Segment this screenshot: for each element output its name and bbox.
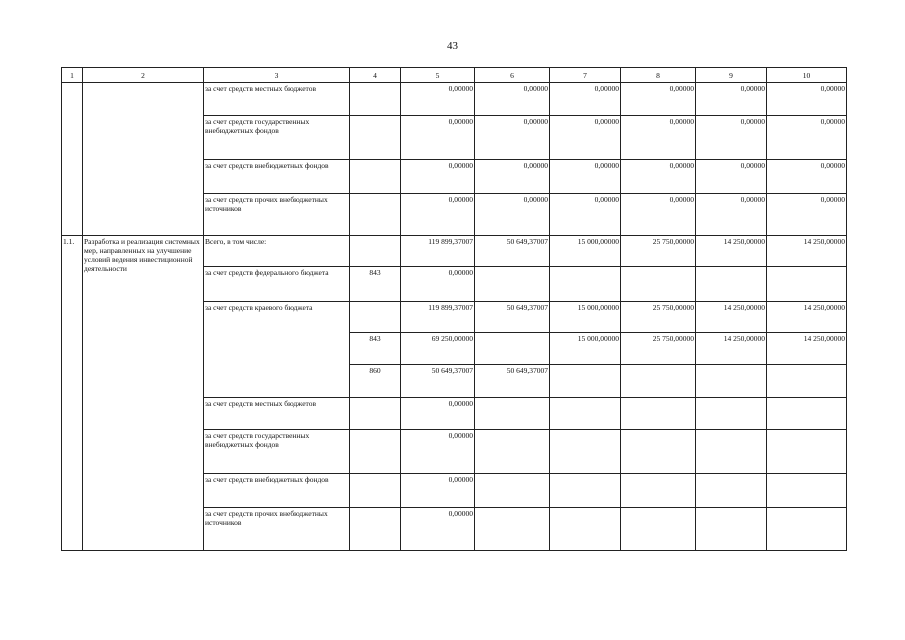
budget-code-cell — [350, 194, 401, 236]
amount-cell — [767, 508, 847, 551]
row-number-cell — [62, 83, 83, 236]
amount-cell: 14 250,00000 — [767, 236, 847, 267]
budget-code-cell: 843 — [350, 267, 401, 302]
budget-code-cell — [350, 302, 401, 333]
amount-cell: 50 649,37007 — [475, 302, 550, 333]
funding-source-label: за счет средств государственных внебюджетных фондов — [204, 430, 350, 474]
budget-code-cell — [350, 430, 401, 474]
amount-cell: 14 250,00000 — [696, 236, 767, 267]
amount-cell: 69 250,00000 — [401, 333, 475, 365]
section-title: Разработка и реализация системных мер, направленных на улучшение условий ведения инвестиционной деятельности — [83, 236, 204, 551]
funding-source-label: за счет средств государственных внебюджетных фондов — [204, 116, 350, 160]
amount-cell — [621, 365, 696, 398]
column-header: 4 — [350, 68, 401, 83]
amount-cell: 25 750,00000 — [621, 302, 696, 333]
amount-cell — [767, 474, 847, 508]
amount-cell: 0,00000 — [696, 83, 767, 116]
amount-cell: 0,00000 — [401, 430, 475, 474]
activity-name-cell — [83, 83, 204, 236]
column-header: 10 — [767, 68, 847, 83]
amount-cell: 0,00000 — [550, 83, 621, 116]
budget-code-cell: 860 — [350, 365, 401, 398]
amount-cell: 0,00000 — [767, 194, 847, 236]
funding-source-label: за счет средств прочих внебюджетных источников — [204, 194, 350, 236]
funding-source-label: за счет средств краевого бюджета — [204, 302, 350, 398]
amount-cell: 14 250,00000 — [696, 333, 767, 365]
amount-cell — [696, 508, 767, 551]
amount-cell — [696, 430, 767, 474]
funding-source-label: за счет средств внебюджетных фондов — [204, 474, 350, 508]
amount-cell: 0,00000 — [475, 194, 550, 236]
budget-code-cell — [350, 508, 401, 551]
amount-cell: 0,00000 — [401, 267, 475, 302]
column-header: 1 — [62, 68, 83, 83]
amount-cell: 14 250,00000 — [767, 302, 847, 333]
amount-cell — [621, 398, 696, 430]
budget-code-cell — [350, 398, 401, 430]
amount-cell — [621, 267, 696, 302]
column-header: 6 — [475, 68, 550, 83]
amount-cell: 0,00000 — [401, 83, 475, 116]
amount-cell: 15 000,00000 — [550, 302, 621, 333]
amount-cell: 14 250,00000 — [767, 333, 847, 365]
amount-cell: 15 000,00000 — [550, 333, 621, 365]
amount-cell: 15 000,00000 — [550, 236, 621, 267]
amount-cell: 0,00000 — [767, 116, 847, 160]
amount-cell — [696, 267, 767, 302]
amount-cell — [475, 430, 550, 474]
page-number: 43 — [447, 40, 458, 52]
amount-cell: 50 649,37007 — [475, 365, 550, 398]
amount-cell: 0,00000 — [550, 160, 621, 194]
amount-cell: 0,00000 — [621, 194, 696, 236]
table-row — [62, 83, 847, 116]
amount-cell — [475, 508, 550, 551]
amount-cell — [621, 474, 696, 508]
amount-cell: 14 250,00000 — [696, 302, 767, 333]
amount-cell: 0,00000 — [550, 116, 621, 160]
budget-code-cell — [350, 160, 401, 194]
funding-source-label: за счет средств федерального бюджета — [204, 267, 350, 302]
amount-cell: 119 899,37007 — [401, 236, 475, 267]
amount-cell: 0,00000 — [401, 398, 475, 430]
amount-cell: 0,00000 — [767, 83, 847, 116]
amount-cell — [475, 267, 550, 302]
amount-cell: 0,00000 — [767, 160, 847, 194]
amount-cell: 0,00000 — [621, 160, 696, 194]
funding-source-label: за счет средств местных бюджетов — [204, 398, 350, 430]
amount-cell — [767, 398, 847, 430]
amount-cell: 0,00000 — [401, 194, 475, 236]
column-header: 5 — [401, 68, 475, 83]
column-header: 7 — [550, 68, 621, 83]
amount-cell — [696, 365, 767, 398]
amount-cell — [550, 398, 621, 430]
amount-cell — [696, 398, 767, 430]
column-header-row — [62, 68, 847, 83]
amount-cell: 0,00000 — [621, 116, 696, 160]
funding-source-label: за счет средств прочих внебюджетных источников — [204, 508, 350, 551]
amount-cell: 0,00000 — [621, 83, 696, 116]
amount-cell — [475, 398, 550, 430]
amount-cell — [767, 267, 847, 302]
column-header: 2 — [83, 68, 204, 83]
amount-cell — [767, 365, 847, 398]
amount-cell — [475, 474, 550, 508]
amount-cell — [550, 508, 621, 551]
budget-code-cell: 843 — [350, 333, 401, 365]
amount-cell — [621, 430, 696, 474]
amount-cell: 0,00000 — [696, 194, 767, 236]
amount-cell — [696, 474, 767, 508]
amount-cell — [550, 267, 621, 302]
amount-cell — [621, 508, 696, 551]
amount-cell: 0,00000 — [550, 194, 621, 236]
amount-cell: 0,00000 — [401, 160, 475, 194]
budget-code-cell — [350, 236, 401, 267]
funding-source-label: за счет средств местных бюджетов — [204, 83, 350, 116]
amount-cell: 0,00000 — [475, 160, 550, 194]
amount-cell: 0,00000 — [696, 160, 767, 194]
amount-cell: 25 750,00000 — [621, 333, 696, 365]
amount-cell: 50 649,37007 — [475, 236, 550, 267]
column-header: 9 — [696, 68, 767, 83]
budget-table — [61, 67, 847, 551]
amount-cell — [550, 365, 621, 398]
funding-source-label: Всего, в том числе: — [204, 236, 350, 267]
amount-cell — [475, 333, 550, 365]
amount-cell: 0,00000 — [475, 83, 550, 116]
budget-code-cell — [350, 83, 401, 116]
budget-code-cell — [350, 116, 401, 160]
amount-cell — [550, 430, 621, 474]
amount-cell: 0,00000 — [401, 508, 475, 551]
table-row — [62, 236, 847, 267]
amount-cell: 0,00000 — [475, 116, 550, 160]
amount-cell: 25 750,00000 — [621, 236, 696, 267]
amount-cell: 50 649,37007 — [401, 365, 475, 398]
amount-cell: 0,00000 — [401, 116, 475, 160]
amount-cell — [550, 474, 621, 508]
amount-cell — [767, 430, 847, 474]
amount-cell: 0,00000 — [401, 474, 475, 508]
section-number: 1.1. — [62, 236, 83, 551]
budget-code-cell — [350, 474, 401, 508]
funding-source-label: за счет средств внебюджетных фондов — [204, 160, 350, 194]
column-header: 3 — [204, 68, 350, 83]
amount-cell: 0,00000 — [696, 116, 767, 160]
amount-cell: 119 899,37007 — [401, 302, 475, 333]
column-header: 8 — [621, 68, 696, 83]
